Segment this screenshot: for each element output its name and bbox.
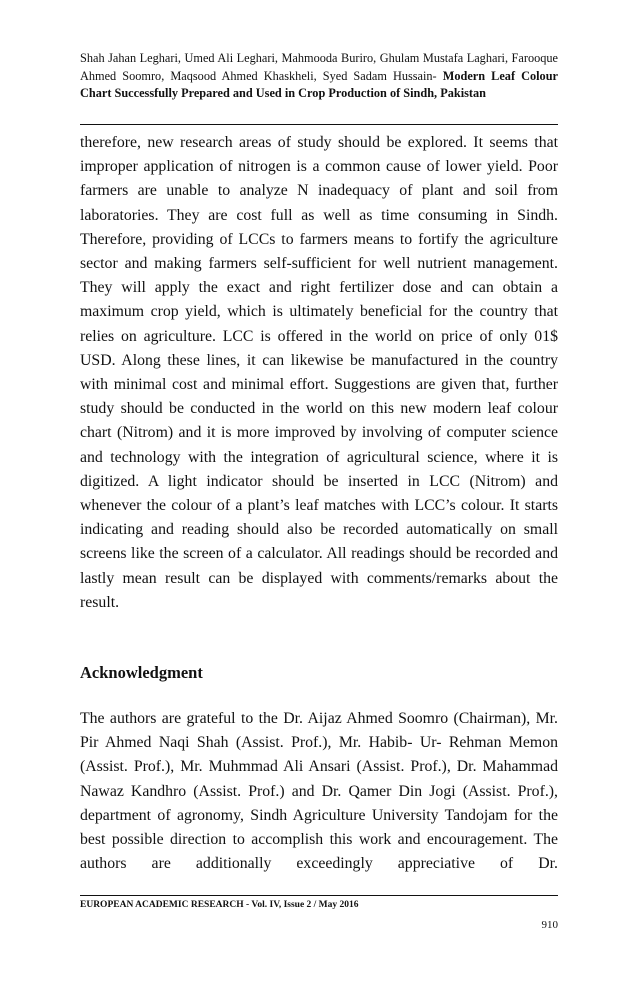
journal-footer: EUROPEAN ACADEMIC RESEARCH - Vol. IV, Issue 2 / May 2016 [80, 900, 359, 910]
acknowledgment-paragraph: The authors are grateful to the Dr. Aijaz Ahmed Soomro (Chairman), Mr. Pir Ahmed Naqi Shah (Assist. Prof.), Mr. Habib- Ur- Rehman Memon (Assist. Prof.), Mr. Muhmmad Ali Ansari (Assist. Prof.), Dr. Mahammad Nawaz Kandhro (Assist. Prof.) and Dr. Qamer Din Jogi (Assist. Prof.), department of agronomy, Sindh Agriculture University Tandojam for the best possible direction to accomplish this work and encouragement. The authors are additionally exceedingly appreciative of Dr. [80, 710, 558, 873]
header-title: Modern Leaf Colour Chart Successfully Prepared and Used in Crop Production of Sindh, Pakistan [80, 68, 559, 101]
body-paragraph: therefore, new research areas of study should be explored. It seems that improper application of nitrogen is a common cause of lower yield. Poor farmers are unable to analyze N inadequacy of plant and soil from laboratories. They are cost full as well as time consuming in Sindh. Therefore, providing of LCCs to farmers means to fortify the agriculture sector and making farmers self-sufficient for well nutrient management. They will apply the exact and right fertilizer dose and can obtain a maximum crop yield, which is ultimately beneficial for the country that relies on agriculture. LCC is offered in the world on price of only 01$ USD. Along these lines, it can likewise be manufactured in the country with minimal cost and minimal effort. Suggestions are given that, further study should be conducted in the world on this new modern leaf colour chart (Nitrom) and it is more improved by involving of computer science and technology with the integration of agricultural science, where it is digitized. A light indicator should be inserted in LCC (Nitrom) and whenever the colour of a plant’s leaf matches with LCC’s colour. It starts indicating and reading should also be recorded automatically on small screens like the screen of a calculator. All readings should be recorded and lastly mean result can be displayed with comments/remarks about the result. [80, 134, 558, 611]
header-divider [80, 124, 558, 125]
acknowledgment-heading: Acknowledgment [80, 663, 203, 682]
running-header [80, 50, 558, 103]
footer-divider [80, 895, 558, 896]
header-authors: Shah Jahan Leghari, Umed Ali Leghari, Mahmooda Buriro, Ghulam Mustafa Laghari, Farooque Ahmed Soomro, Maqsood Ahmed Khaskheli, Syed Sadam Hussain- [80, 51, 558, 83]
page-number: 910 [541, 919, 558, 931]
